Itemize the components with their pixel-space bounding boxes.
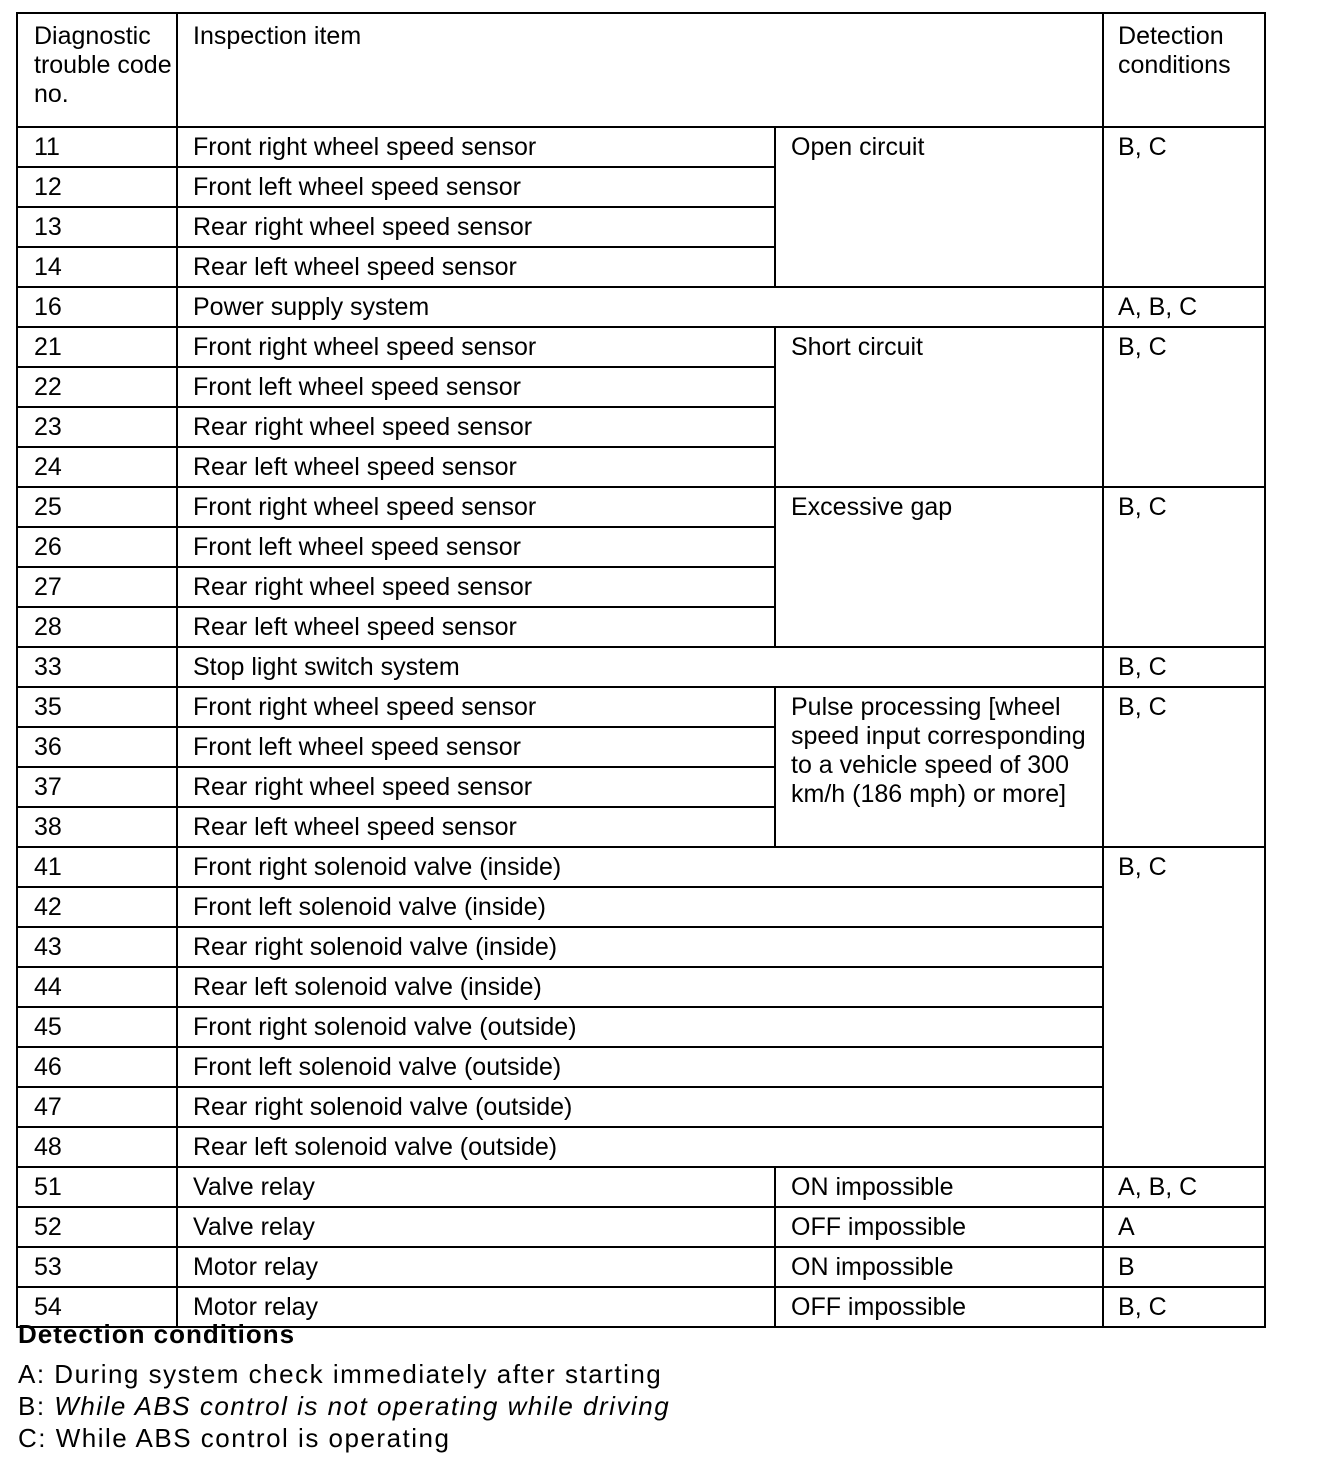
conditions-cell: B, C <box>1103 847 1265 1167</box>
item-cell: Power supply system <box>177 287 1103 327</box>
code-cell: 13 <box>17 207 177 247</box>
detail-cell: ON impossible <box>775 1247 1103 1287</box>
detail-cell: Open circuit <box>775 127 1103 287</box>
table-row <box>17 1007 1265 1047</box>
item-cell: Rear left solenoid valve (inside) <box>177 967 1103 1007</box>
legend-text: During system check immediately after starting <box>54 1359 663 1389</box>
item-cell: Front right wheel speed sensor <box>177 327 775 367</box>
code-cell: 36 <box>17 727 177 767</box>
legend-key: B <box>18 1391 37 1421</box>
detail-cell: OFF impossible <box>775 1287 1103 1327</box>
table-row <box>17 327 1265 367</box>
item-cell: Front right wheel speed sensor <box>177 127 775 167</box>
table-row <box>17 1167 1265 1207</box>
item-cell: Rear right wheel speed sensor <box>177 207 775 247</box>
item-cell: Front right solenoid valve (inside) <box>177 847 1103 887</box>
code-cell: 35 <box>17 687 177 727</box>
item-cell: Motor relay <box>177 1287 775 1327</box>
detail-cell: Excessive gap <box>775 487 1103 647</box>
conditions-cell: B, C <box>1103 487 1265 647</box>
item-cell: Rear left wheel speed sensor <box>177 247 775 287</box>
legend-key: A <box>18 1359 37 1389</box>
code-cell: 47 <box>17 1087 177 1127</box>
code-cell: 27 <box>17 567 177 607</box>
table-row <box>17 1207 1265 1247</box>
table-row <box>17 967 1265 1007</box>
code-cell: 45 <box>17 1007 177 1047</box>
conditions-cell: B, C <box>1103 127 1265 287</box>
item-cell: Front right wheel speed sensor <box>177 687 775 727</box>
conditions-cell: A <box>1103 1207 1265 1247</box>
code-cell: 22 <box>17 367 177 407</box>
item-cell: Rear right wheel speed sensor <box>177 407 775 447</box>
item-cell: Rear left wheel speed sensor <box>177 607 775 647</box>
code-cell: 53 <box>17 1247 177 1287</box>
item-cell: Rear right solenoid valve (inside) <box>177 927 1103 967</box>
item-cell: Front right wheel speed sensor <box>177 487 775 527</box>
table-row <box>17 927 1265 967</box>
table-row <box>17 1047 1265 1087</box>
table-row <box>17 487 1265 527</box>
detail-cell: OFF impossible <box>775 1207 1103 1247</box>
item-cell: Rear right wheel speed sensor <box>177 567 775 607</box>
item-cell: Stop light switch system <box>177 647 1103 687</box>
code-cell: 26 <box>17 527 177 567</box>
detection-conditions-legend <box>18 1316 1308 1454</box>
code-cell: 46 <box>17 1047 177 1087</box>
legend-text: While ABS control is not operating while driving <box>54 1391 671 1421</box>
conditions-cell: B, C <box>1103 687 1265 847</box>
item-cell: Rear left solenoid valve (outside) <box>177 1127 1103 1167</box>
code-cell: 37 <box>17 767 177 807</box>
code-cell: 24 <box>17 447 177 487</box>
conditions-cell: B <box>1103 1247 1265 1287</box>
item-cell: Valve relay <box>177 1207 775 1247</box>
detail-cell: ON impossible <box>775 1167 1103 1207</box>
conditions-cell: B, C <box>1103 1287 1265 1327</box>
code-cell: 21 <box>17 327 177 367</box>
legend-item-b: B: While ABS control is not operating while driving <box>18 1391 671 1421</box>
code-cell: 12 <box>17 167 177 207</box>
item-cell: Rear left wheel speed sensor <box>177 807 775 847</box>
code-cell: 23 <box>17 407 177 447</box>
dtc-table <box>16 12 1266 1328</box>
code-cell: 33 <box>17 647 177 687</box>
code-cell: 48 <box>17 1127 177 1167</box>
header-code: Diagnostic trouble code no. <box>17 13 177 127</box>
code-cell: 25 <box>17 487 177 527</box>
legend-text: While ABS control is operating <box>55 1423 451 1453</box>
item-cell: Rear right solenoid valve (outside) <box>177 1087 1103 1127</box>
code-cell: 41 <box>17 847 177 887</box>
code-cell: 42 <box>17 887 177 927</box>
code-cell: 54 <box>17 1287 177 1327</box>
item-cell: Rear left wheel speed sensor <box>177 447 775 487</box>
conditions-cell: B, C <box>1103 327 1265 487</box>
legend-title: Detection conditions <box>18 1319 296 1349</box>
table-row <box>17 647 1265 687</box>
table-row <box>17 287 1265 327</box>
code-cell: 52 <box>17 1207 177 1247</box>
table-row <box>17 887 1265 927</box>
table-row <box>17 847 1265 887</box>
item-cell: Front right solenoid valve (outside) <box>177 1007 1103 1047</box>
table-row <box>17 127 1265 167</box>
item-cell: Front left solenoid valve (outside) <box>177 1047 1103 1087</box>
item-cell: Front left wheel speed sensor <box>177 527 775 567</box>
code-cell: 43 <box>17 927 177 967</box>
table-row <box>17 687 1265 727</box>
detail-cell: Pulse processing [wheel speed input corresponding to a vehicle speed of 300 km/h (186 mph) or more] <box>775 687 1103 847</box>
code-cell: 51 <box>17 1167 177 1207</box>
item-cell: Valve relay <box>177 1167 775 1207</box>
code-cell: 16 <box>17 287 177 327</box>
code-cell: 44 <box>17 967 177 1007</box>
table-row <box>17 1127 1265 1167</box>
table-row <box>17 1247 1265 1287</box>
header-item: Inspection item <box>177 13 1103 127</box>
detail-cell: Short circuit <box>775 327 1103 487</box>
code-cell: 28 <box>17 607 177 647</box>
table-row <box>17 1087 1265 1127</box>
item-cell: Front left solenoid valve (inside) <box>177 887 1103 927</box>
legend-item-a: A: During system check immediately after starting <box>18 1359 663 1389</box>
code-cell: 14 <box>17 247 177 287</box>
conditions-cell: A, B, C <box>1103 1167 1265 1207</box>
item-cell: Motor relay <box>177 1247 775 1287</box>
conditions-cell: B, C <box>1103 647 1265 687</box>
legend-key: C <box>18 1423 39 1453</box>
item-cell: Front left wheel speed sensor <box>177 727 775 767</box>
code-cell: 38 <box>17 807 177 847</box>
item-cell: Front left wheel speed sensor <box>177 367 775 407</box>
header-row <box>17 13 1265 127</box>
conditions-cell: A, B, C <box>1103 287 1265 327</box>
code-cell: 11 <box>17 127 177 167</box>
item-cell: Front left wheel speed sensor <box>177 167 775 207</box>
legend-item-c: C: While ABS control is operating <box>18 1423 451 1453</box>
header-conditions: Detection conditions <box>1103 13 1265 127</box>
item-cell: Rear right wheel speed sensor <box>177 767 775 807</box>
